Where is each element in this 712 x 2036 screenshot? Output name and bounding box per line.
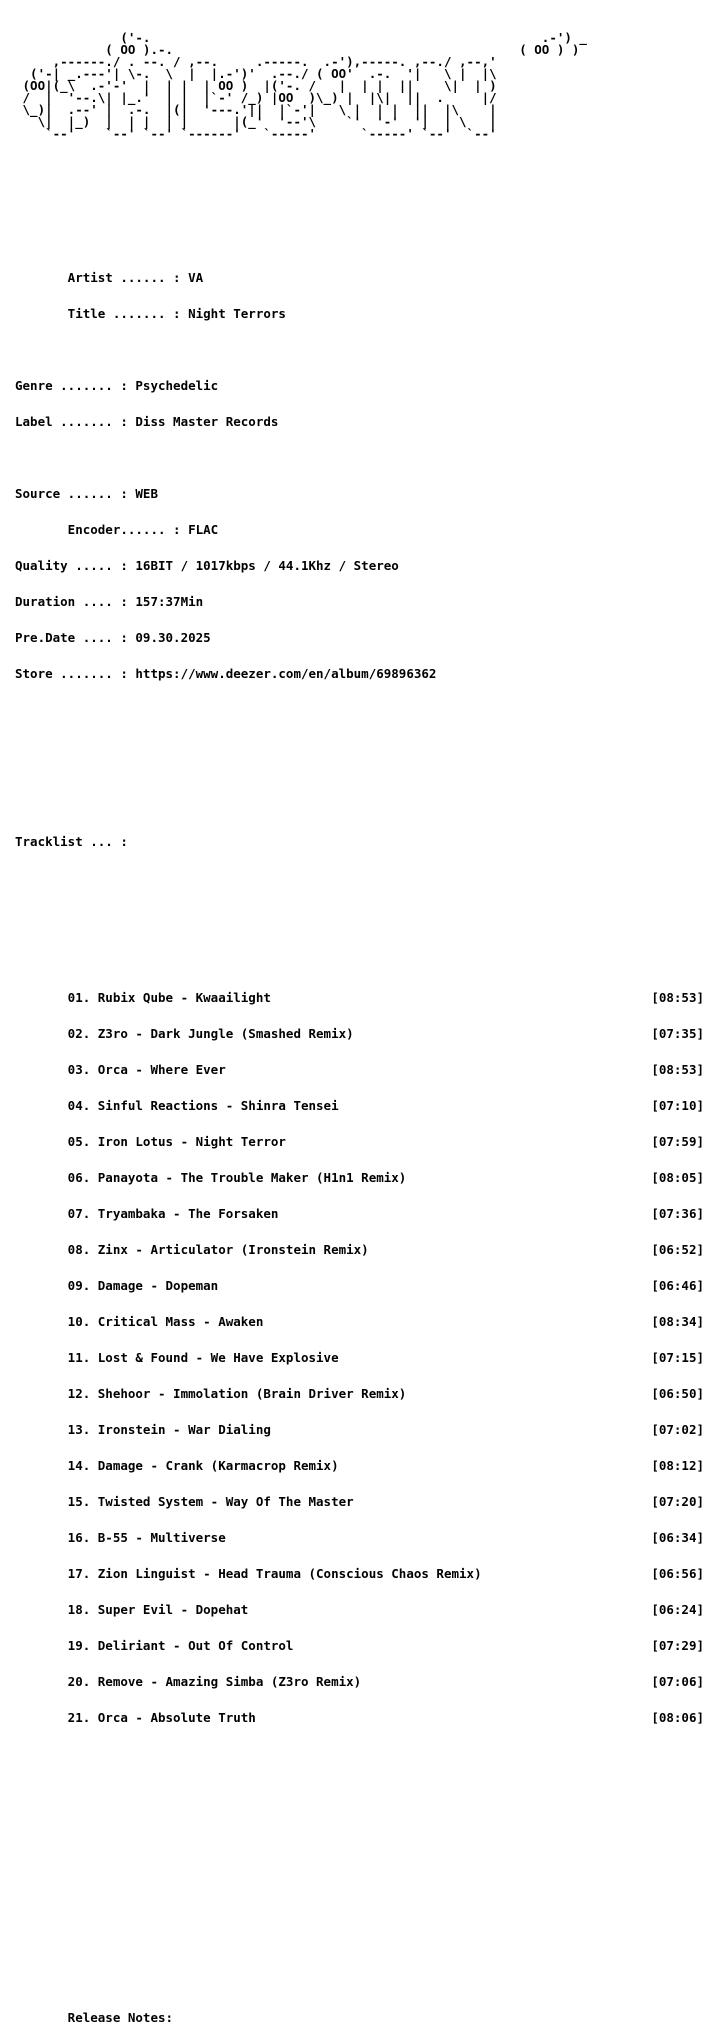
- track-row: [15, 1208, 705, 1220]
- track-row: [15, 992, 705, 1004]
- track-row: [15, 1568, 705, 1580]
- track-duration: [07:06]: [651, 1674, 704, 1689]
- track-row: [15, 1316, 705, 1328]
- track-duration: [07:10]: [651, 1098, 704, 1113]
- track-duration: [07:29]: [651, 1638, 704, 1653]
- track-duration: [08:05]: [651, 1170, 704, 1185]
- track-row: [15, 1424, 705, 1436]
- track-duration: [07:35]: [651, 1026, 704, 1041]
- track-title: 09. Damage - Dopeman: [15, 1278, 219, 1293]
- quality-line: Quality ..... : 16BIT / 1017kbps / 44.1Khz / Stereo: [15, 558, 399, 573]
- track-title: 02. Z3ro - Dark Jungle (Smashed Remix): [15, 1026, 354, 1041]
- ascii-logo: ('-. .-') _ ( OO ).-. ( OO ) ) ,------./ . --. / ,--. .-----. .-'),-----. ,--./ ,--,' ('-| _.---'| \-. \ | |.-')' .--./ ( OO' .-. '| \ | |\ (OO|(_\ .-'-' | | | | OO ) |('-. / | | | || \| | ) / | '--.\| |_.' | | |`-' /_) |OO )\_) | |\| || . |/ \_)| .--' | .-. |(| '---.'|| |`-'| \ | | | || |\ | \| |_) | | | | | |(_' '--'\ `' '-' '| | \ | `--' `--' `--' `------' `-----' `-----' `--' `--': [22, 30, 587, 141]
- nfo-document: [15, 8, 705, 2036]
- track-duration: [08:12]: [651, 1458, 704, 1473]
- track-duration: [06:50]: [651, 1386, 704, 1401]
- encoder-line: Encoder...... : FLAC: [15, 522, 219, 537]
- artist-line: Artist ...... : VA: [15, 270, 204, 285]
- track-title: 11. Lost & Found - We Have Explosive: [15, 1350, 339, 1365]
- track-row: [15, 1604, 705, 1616]
- track-title: 21. Orca - Absolute Truth: [15, 1710, 256, 1725]
- track-title: 19. Deliriant - Out Of Control: [15, 1638, 294, 1653]
- predate-line: Pre.Date .... : 09.30.2025: [15, 630, 211, 645]
- track-row: [15, 1100, 705, 1112]
- track-row: [15, 1460, 705, 1472]
- track-duration: [08:06]: [651, 1710, 704, 1725]
- track-title: 08. Zinx - Articulator (Ironstein Remix): [15, 1242, 369, 1257]
- track-row: [15, 1064, 705, 1076]
- track-title: 07. Tryambaka - The Forsaken: [15, 1206, 279, 1221]
- track-row: [15, 1676, 705, 1688]
- track-duration: [08:34]: [651, 1314, 704, 1329]
- track-title: 15. Twisted System - Way Of The Master: [15, 1494, 354, 1509]
- track-duration: [07:59]: [651, 1134, 704, 1149]
- track-title: 16. B-55 - Multiverse: [15, 1530, 226, 1545]
- track-title: 12. Shehoor - Immolation (Brain Driver Remix): [15, 1386, 407, 1401]
- track-title: 04. Sinful Reactions - Shinra Tensei: [15, 1098, 339, 1113]
- title-line: Title ....... : Night Terrors: [15, 306, 286, 321]
- source-line: Source ...... : WEB: [15, 486, 158, 501]
- track-row: [15, 1028, 705, 1040]
- track-duration: [06:56]: [651, 1566, 704, 1581]
- track-title: 17. Zion Linguist - Head Trauma (Conscious Chaos Remix): [15, 1566, 482, 1581]
- track-title: 10. Critical Mass - Awaken: [15, 1314, 264, 1329]
- track-row: [15, 1532, 705, 1544]
- track-title: 20. Remove - Amazing Simba (Z3ro Remix): [15, 1674, 362, 1689]
- track-duration: [07:20]: [651, 1494, 704, 1509]
- track-duration: [06:46]: [651, 1278, 704, 1293]
- genre-line: Genre ....... : Psychedelic: [15, 378, 219, 393]
- tracklist: [15, 968, 705, 1748]
- track-row: [15, 1388, 705, 1400]
- track-duration: [07:15]: [651, 1350, 704, 1365]
- store-line: Store ....... : https://www.deezer.com/en/album/69896362: [15, 666, 437, 681]
- track-duration: [06:52]: [651, 1242, 704, 1257]
- track-duration: [06:24]: [651, 1602, 704, 1617]
- track-title: 18. Super Evil - Dopehat: [15, 1602, 249, 1617]
- track-duration: [08:53]: [651, 990, 704, 1005]
- track-title: 06. Panayota - The Trouble Maker (H1n1 Remix): [15, 1170, 407, 1185]
- track-duration: [06:34]: [651, 1530, 704, 1545]
- track-duration: [08:53]: [651, 1062, 704, 1077]
- release-notes-header: Release Notes:: [15, 2010, 174, 2025]
- track-title: 01. Rubix Qube - Kwaailight: [15, 990, 271, 1005]
- track-row: [15, 1352, 705, 1364]
- tracklist-header: Tracklist ... :: [15, 834, 128, 849]
- track-title: 14. Damage - Crank (Karmacrop Remix): [15, 1458, 339, 1473]
- track-row: [15, 1136, 705, 1148]
- track-row: [15, 1244, 705, 1256]
- track-title: 05. Iron Lotus - Night Terror: [15, 1134, 286, 1149]
- track-row: [15, 1496, 705, 1508]
- track-title: 13. Ironstein - War Dialing: [15, 1422, 271, 1437]
- track-row: [15, 1712, 705, 1724]
- label-line: Label ....... : Diss Master Records: [15, 414, 279, 429]
- track-row: [15, 1280, 705, 1292]
- track-duration: [07:36]: [651, 1206, 704, 1221]
- track-title: 03. Orca - Where Ever: [15, 1062, 226, 1077]
- track-duration: [07:02]: [651, 1422, 704, 1437]
- track-row: [15, 1640, 705, 1652]
- track-row: [15, 1172, 705, 1184]
- duration-line: Duration .... : 157:37Min: [15, 594, 204, 609]
